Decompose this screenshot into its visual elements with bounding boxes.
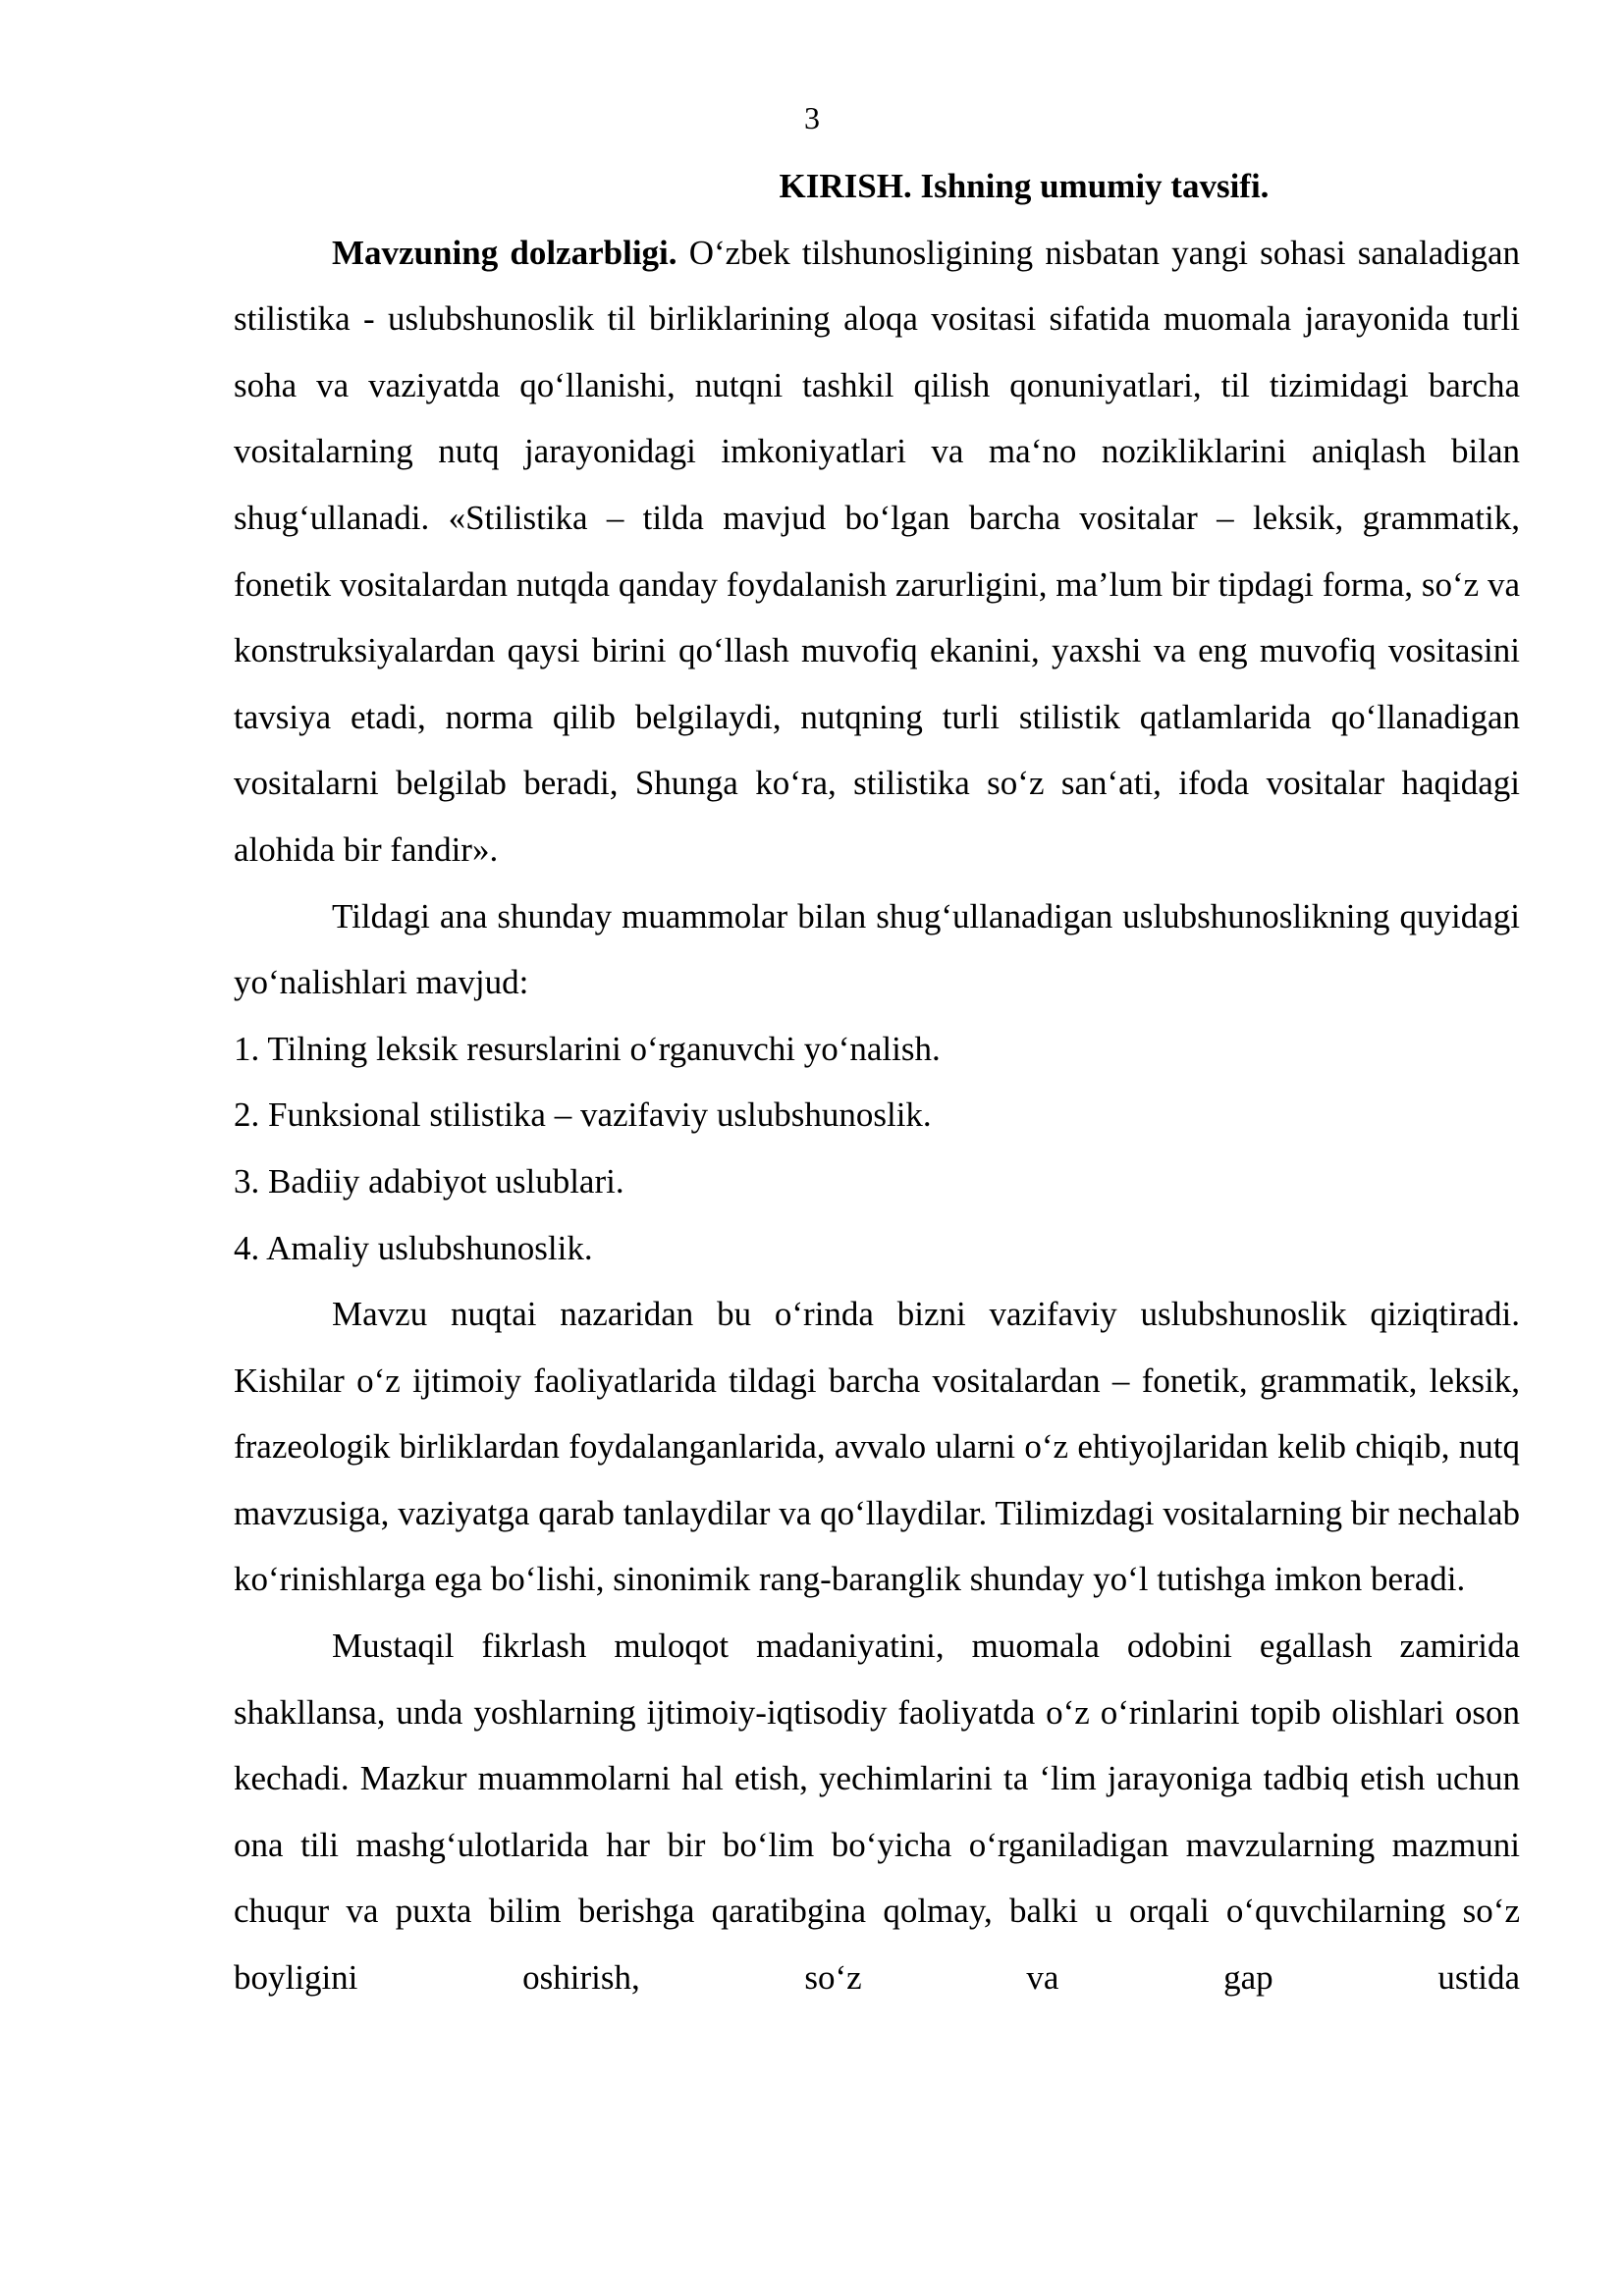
paragraph-lead: Mavzuning dolzarbligi.	[332, 233, 677, 272]
paragraph-independent-thinking: Mustaqil fikrlash muloqot madaniyatini, muomala odobini egallash zamirida shakllansa, unda yoshlarning ijtimoiy-iqtisodiy faoliyatda o‘z o‘rinlarini topib olishlari oson kechadi. Mazkur muammolarni hal etish, yechimlarini ta ‘lim jarayoniga tadbiq etish uchun ona tili mashg‘ulotlarida har bir bo‘lim bo‘yicha o‘rganiladigan mavzularning mazmuni chuqur va puxta bilim berishga qaratibgina qolmay, balki u orqali o‘quvchilarning so‘z boyligini oshirish, so‘z va gap ustida	[234, 1627, 1520, 1998]
paragraph-relevance	[234, 220, 1520, 883]
document-body	[234, 153, 1520, 2011]
list-item: 2. Funksional stilistika – vazifaviy uslubshunoslik.	[234, 1095, 932, 1135]
list-item: 3. Badiiy adabiyot uslublari.	[234, 1161, 624, 1201]
paragraph-text: O‘zbek tilshunosligining nisbatan yangi sohasi sanaladigan stilistika - uslubshunoslik til birliklarining aloqa vositasi sifatida muomala jarayonida turli soha va vaziyatda qo‘llanishi, nutqni tashkil qilish qonuniyatlari, til tizimidagi barcha vositalarning nutq jarayonidagi imkoniyatlari va ma‘no nozikliklarini aniqlash bilan shug‘ullanadi. «Stilistika – tilda mavjud bo‘lgan barcha vositalar – leksik, grammatik, fonetik vositalardan nutqda qanday foydalanish zarurligini, ma’lum bir tipdagi forma, so‘z va konstruksiyalardan qaysi birini qo‘llash muvofiq ekanini, yaxshi va eng muvofiq vositasini tavsiya etadi, norma qilib belgilaydi, nutqning turli stilistik qatlamlarida qo‘llanadigan vositalarni belgilab beradi, Shunga ko‘ra, stilistika so‘z san‘ati, ifoda vositalar haqidagi alohida bir fandir».	[234, 233, 1520, 869]
list-item: 1. Tilning leksik resurslarini o‘rganuvchi yo‘nalish.	[234, 1029, 941, 1068]
section-title: KIRISH. Ishning umumiy tavsifi.	[779, 167, 1270, 205]
page-number: 3	[804, 100, 820, 135]
paragraph-functional-stylistics: Mavzu nuqtai nazaridan bu o‘rinda bizni vazifaviy uslubshunoslik qiziqtiradi. Kishilar o‘z ijtimoiy faoliyatlarida tildagi barcha vositalardan – fonetik, grammatik, leksik, frazeologik birliklardan foydalanganlarida, avvalo ularni o‘z ehtiyojlaridan kelib chiqib, nutq mavzusiga, vaziyatga qarab tanlaydilar va qo‘llaydilar. Tilimizdagi vositalarning bir nechalab ko‘rinishlarga ega bo‘lishi, sinonimik rang-baranglik shunday yo‘l tutishga imkon beradi.	[234, 1295, 1520, 1599]
paragraph-directions-intro: Tildagi ana shunday muammolar bilan shug‘ullanadigan uslubshunoslikning quyidagi yo‘nalishlari mavjud:	[234, 896, 1520, 1002]
list-item: 4. Amaliy uslubshunoslik.	[234, 1228, 593, 1267]
